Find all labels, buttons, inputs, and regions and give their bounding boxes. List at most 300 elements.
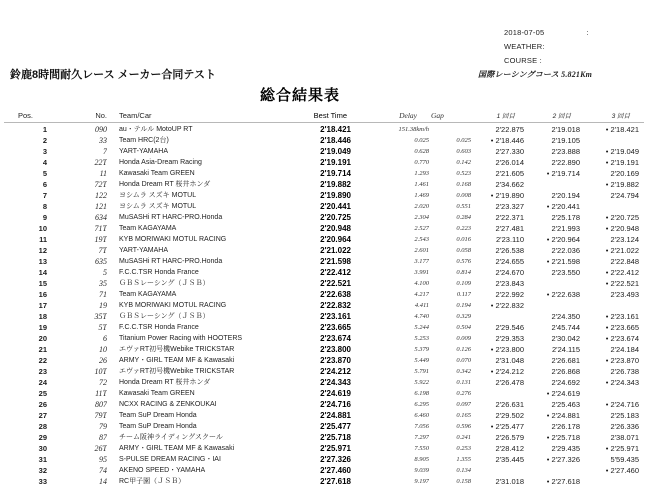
col-header-session1: 1 回目 [496,113,515,120]
session1-time-cell: • 2'24.212 [490,367,524,376]
session2-time-cell [527,300,583,311]
bike-number-cell: 11T [95,389,107,398]
bike-number-cell: 5T [98,323,107,332]
gap-cell: 0.165 [456,412,471,419]
bike-number-cell: 72 [99,378,107,387]
bike-number-cell: 19T [94,235,107,244]
position-cell: 33 [38,477,47,486]
session3-time-cell: • 2'20.725 [605,213,639,222]
position-cell: 14 [38,268,47,277]
session3-time-cell: 2'23.493 [610,290,639,299]
session3-time-cell: • 2'25.971 [605,444,639,453]
table-row [4,201,644,212]
bike-number-cell: 7T [98,246,107,255]
gap-cell: 0.025 [456,137,471,144]
bike-number-cell: 71 [99,290,107,299]
session3-time-cell: 5'59.435 [610,455,639,464]
gap-cell: 0.008 [456,192,471,199]
bike-number-cell: 090 [95,125,107,134]
session1-time-cell: 2'21.605 [495,169,524,178]
results-table-body [4,124,644,486]
team-name-cell: ARMY・GIRL TEAM MF & Kawasaki [119,357,235,364]
session1-time-cell: 2'22.371 [495,213,524,222]
session1-time-cell: 2'26.538 [495,246,524,255]
session1-time-cell [471,311,527,322]
session2-time-cell [527,179,583,190]
bike-number-cell: 635 [95,257,107,266]
team-name-cell: MuSASHi RT HARC-PRO.Honda [119,258,223,265]
report-meta [478,26,646,82]
session2-time-cell: • 2'27.326 [546,455,580,464]
best-time-cell: 2'22.521 [320,279,351,288]
gap-cell: 0.329 [456,313,471,320]
team-name-cell: ＧＢＳレーシング（ＪＳＢ） [119,280,210,287]
delay-cell: 4.740 [414,313,429,320]
date-value: 2018-07-05 [504,28,545,37]
position-cell: 20 [38,334,47,343]
session3-time-cell: • 2'23.665 [605,323,639,332]
best-time-cell: 2'20.964 [320,235,351,244]
col-header-session2: 2 回目 [552,113,571,120]
position-cell: 12 [38,246,47,255]
position-cell: 15 [38,279,47,288]
col-header-delay: Delay [399,111,417,120]
best-time-cell: 2'21.022 [320,246,351,255]
session1-time-cell: 2'26.014 [495,158,524,167]
session1-time-cell: • 2'18.446 [490,136,524,145]
col-header-no: No. [95,111,107,120]
position-cell: 19 [38,323,47,332]
position-cell: 28 [38,422,47,431]
delay-cell: 2.020 [414,203,429,210]
best-time-cell: 2'23.665 [320,323,351,332]
session2-time-cell: • 2'19.714 [546,169,580,178]
position-cell: 16 [38,290,47,299]
gap-cell: 0.241 [456,434,471,441]
session1-time-cell: 2'22.992 [495,290,524,299]
table-row [4,366,644,377]
position-cell: 31 [38,455,47,464]
bike-number-cell: 7 [103,147,107,156]
bike-number-cell: 79T [94,411,107,420]
bike-number-cell: 79 [99,422,107,431]
session3-time-cell: • 2'27.460 [605,466,639,475]
session3-time-cell: • 2'22.521 [605,279,639,288]
table-row [4,245,644,256]
delay-cell: 5.253 [414,335,429,342]
session3-time-cell: • 2'19.049 [605,147,639,156]
best-time-cell: 2'18.446 [320,136,351,145]
session2-time-cell: 2'23.550 [551,268,580,277]
best-time-cell: 2'23.674 [320,334,351,343]
gap-cell: 0.117 [456,291,471,298]
session2-time-cell: 2'25.178 [551,213,580,222]
bike-number-cell: 10T [94,367,107,376]
table-row [4,421,644,432]
session3-time-cell: 2'38.071 [610,433,639,442]
table-row [4,399,644,410]
position-cell: 17 [38,301,47,310]
team-name-cell: チーム阪神ライディングスクール [119,434,223,441]
position-cell: 30 [38,444,47,453]
session1-time-cell: 2'24.655 [495,257,524,266]
delay-cell: 1.293 [414,170,429,177]
gap-cell: 0.603 [456,148,471,155]
position-cell: 18 [38,312,47,321]
session1-time-cell: 2'23.327 [495,202,524,211]
session3-time-cell: 2'22.848 [610,257,639,266]
position-cell: 9 [42,213,47,222]
session1-time-cell: 2'34.662 [495,180,524,189]
bike-number-cell: 71T [94,224,107,233]
delay-cell: 4.100 [414,280,429,287]
table-row [4,168,644,179]
session2-time-cell: 2'21.993 [551,224,580,233]
session2-time-cell: • 2'20.964 [546,235,580,244]
delay-cell: 7.550 [414,445,429,452]
session3-time-cell: • 2'21.022 [605,246,639,255]
session2-time-cell [527,465,583,476]
session3-time-cell: 2'26.336 [610,422,639,431]
session1-time-cell: 2'23.843 [495,279,524,288]
team-name-cell: ヨシムラ スズキ MOTUL [119,203,197,210]
team-name-cell: Honda Asia-Dream Racing [119,159,202,166]
team-name-cell: YART-YAMAHA [119,148,169,155]
table-row [4,146,644,157]
session1-time-cell: • 2'25.477 [490,422,524,431]
session1-time-cell: 2'31.048 [495,356,524,365]
session1-time-cell: • 2'22.832 [490,301,524,310]
session2-time-cell: 2'22.036 [551,246,580,255]
position-cell: 32 [38,466,47,475]
session2-time-cell: 2'20.194 [551,191,580,200]
table-row [4,289,644,300]
bike-number-cell: 807 [95,400,107,409]
col-header-session3: 3 回目 [611,113,630,120]
table-row [4,179,644,190]
best-time-cell: 2'23.870 [320,356,351,365]
gap-cell: 0.142 [456,159,471,166]
delay-cell: 1.461 [414,181,429,188]
table-row [4,388,644,399]
table-row [4,432,644,443]
col-header-team-car: Team/Car [119,111,152,120]
team-name-cell: F.C.C.TSR Honda France [119,269,199,276]
bike-number-cell: 6 [103,334,107,343]
team-name-cell: ＧＢＳレーシング（ＪＳＢ） [119,313,210,320]
gap-cell: 0.814 [456,269,471,276]
session3-time-cell [583,476,642,486]
table-row [4,410,644,421]
position-cell: 29 [38,433,47,442]
table-row [4,300,644,311]
position-cell: 8 [42,202,47,211]
best-time-cell: 2'21.598 [320,257,351,266]
best-time-cell: 2'19.049 [320,147,351,156]
bike-number-cell: 121 [95,202,107,211]
gap-cell: 0.342 [456,368,471,375]
team-name-cell: Honda Dream RT 桜井ホンダ [119,181,211,188]
session3-time-cell [583,135,642,146]
session3-time-cell: • 2'24.716 [605,400,639,409]
delay-cell: 9.197 [414,478,429,485]
course-line [478,54,646,68]
col-header-best-time: Best Time [313,111,347,120]
table-row [4,465,644,476]
session3-time-cell: • 2'22.412 [605,268,639,277]
bike-number-cell: 72T [94,180,107,189]
position-cell: 25 [38,389,47,398]
best-time-cell: 2'24.716 [320,400,351,409]
position-cell: 7 [42,191,47,200]
gap-cell: 0.016 [456,236,471,243]
table-row [4,267,644,278]
gap-cell: 0.126 [456,346,471,353]
table-row [4,278,644,289]
session1-time-cell: 2'24.670 [495,268,524,277]
session2-time-cell: 2'24.692 [551,378,580,387]
table-row [4,333,644,344]
team-name-cell: Honda Dream RT 桜井ホンダ [119,379,211,386]
delay-cell: 6.198 [414,390,429,397]
bike-number-cell: 14 [99,477,107,486]
position-cell: 23 [38,367,47,376]
bike-number-cell: 26 [99,356,107,365]
best-time-cell: 2'24.619 [320,389,351,398]
table-row [4,443,644,454]
gap-cell: 1.355 [456,456,471,463]
team-name-cell: F.C.C.TSR Honda France [119,324,199,331]
session1-time-cell: 2'31.018 [495,477,524,486]
best-time-cell: 2'25.718 [320,433,351,442]
team-name-cell: ARMY・GIRL TEAM MF & Kawasaki [119,445,235,452]
delay-cell: 2.543 [414,236,429,243]
team-name-cell: Team SuP Dream Honda [119,412,197,419]
best-time-cell: 2'20.441 [320,202,351,211]
team-name-cell: YART-YAMAHA [119,247,169,254]
best-time-cell: 2'19.191 [320,158,351,167]
session2-time-cell [527,278,583,289]
gap-cell: 0.097 [456,401,471,408]
session1-time-cell [471,388,527,399]
gap-cell: 0.009 [456,335,471,342]
course-name: 国際レーシングコース 5.821Km [478,70,593,79]
delay-cell: 7.056 [414,423,429,430]
session1-time-cell: 2'27.481 [495,224,524,233]
session3-time-cell: 2'24.794 [610,191,639,200]
best-time-cell: 2'25.477 [320,422,351,431]
gap-cell: 0.194 [456,302,471,309]
session2-time-cell: • 2'25.718 [546,433,580,442]
gap-cell: 0.168 [456,181,471,188]
team-name-cell: エヴァRT初号機Webike TRICKSTAR [119,368,235,375]
session3-time-cell [583,300,642,311]
table-row [4,256,644,267]
position-cell: 1 [42,125,47,134]
team-name-cell: AKENO SPEED・YAMAHA [119,467,206,474]
team-name-cell: Titanium Power Racing with HOOTERS [119,335,243,342]
delay-cell: 9.039 [414,467,429,474]
delay-cell: 5.379 [414,346,429,353]
table-row [4,212,644,223]
delay-cell: 2.304 [414,214,429,221]
position-cell: 26 [38,400,47,409]
table-row [4,454,644,465]
gap-cell: 0.504 [456,324,471,331]
session2-time-cell: 2'24.115 [552,345,580,354]
gap-cell: 0.284 [456,214,471,221]
team-name-cell: Team SuP Dream Honda [119,423,197,430]
team-name-cell: エヴァRT初号機Webike TRICKSTAR [119,346,235,353]
table-row [4,234,644,245]
bike-number-cell: 22T [94,158,107,167]
session2-time-cell: • 2'24.619 [546,389,580,398]
session3-time-cell: 2'20.169 [610,169,639,178]
table-row [4,190,644,201]
position-cell: 27 [38,411,47,420]
delay-cell: 5.244 [414,324,429,331]
best-time-cell: 2'19.882 [320,180,351,189]
gap-cell: 0.551 [456,203,471,210]
delay-cell: 8.905 [414,456,429,463]
team-name-cell: RC甲子園（ＪＳＢ） [119,478,186,485]
session2-time-cell: 2'26.178 [551,422,580,431]
gap-cell: 0.576 [456,258,471,265]
session1-time-cell: 2'26.478 [495,378,524,387]
team-name-cell: Kawasaki Team GREEN [119,390,195,397]
bike-number-cell: 634 [95,213,107,222]
team-name-cell: Team KAGAYAMA [119,291,177,298]
session2-time-cell: • 2'21.598 [546,257,580,266]
session2-time-cell: 2'24.350 [551,312,580,321]
session1-time-cell: 2'35.445 [495,455,524,464]
table-row [4,476,644,486]
table-row [4,135,644,146]
team-name-cell: MuSASHi RT HARC-PRO.Honda [119,214,223,221]
best-time-cell: 2'23.800 [320,345,351,354]
gap-cell: 0.276 [456,390,471,397]
table-row [4,355,644,366]
bike-number-cell: 35 [99,279,107,288]
table-row [4,322,644,333]
team-name-cell: KYB MORIWAKI MOTUL RACING [119,236,227,243]
session3-time-cell: • 2'20.948 [605,224,639,233]
best-time-cell: 2'20.725 [320,213,351,222]
best-time-cell: 2'19.714 [320,169,351,178]
gap-cell: 0.058 [456,247,471,254]
table-row [4,157,644,168]
session3-time-cell: 2'24.184 [610,345,639,354]
gap-cell: 0.131 [456,379,471,386]
session3-time-cell: • 2'23.161 [605,312,639,321]
delay-cell: 2.601 [414,247,429,254]
best-time-cell: 2'22.832 [320,301,351,310]
team-name-cell: Team HRC(2台) [119,137,169,144]
best-time-cell: 2'19.890 [320,191,351,200]
best-time-cell: 2'27.618 [320,477,351,486]
time-colon: : [586,28,589,37]
bike-number-cell: 35T [94,312,107,321]
best-time-cell: 2'24.343 [320,378,351,387]
session2-time-cell: • 2'27.618 [546,477,580,486]
best-time-cell: 2'24.881 [320,411,351,420]
delay-cell: 0.628 [414,148,429,155]
page-title: 総合結果表 [259,87,340,104]
session1-time-cell: 2'23.110 [496,235,524,244]
gap-cell: 0.134 [456,467,471,474]
session3-time-cell: • 2'23.674 [605,334,639,343]
session3-time-cell: • 2'24.343 [605,378,639,387]
bike-number-cell: 19 [99,301,107,310]
col-header-pos: Pos. [17,111,33,120]
team-name-cell: ヨシムラ スズキ MOTUL [119,192,197,199]
session1-time-cell: • 2'19.890 [490,191,524,200]
session2-time-cell: 2'26.868 [551,367,580,376]
date-line [478,26,646,40]
delay-cell: 6.295 [414,401,429,408]
table-row [4,377,644,388]
delay-cell: 3.991 [414,269,429,276]
bike-number-cell: 33 [99,136,107,145]
session2-time-cell: • 2'20.441 [546,202,580,211]
delay-cell: 3.177 [414,258,429,265]
best-time-cell: 2'27.326 [320,455,351,464]
position-cell: 10 [38,224,47,233]
delay-cell: 151.38km/h [398,126,429,133]
position-cell: 21 [38,345,47,354]
session1-time-cell: 2'29.546 [495,323,524,332]
table-row [4,344,644,355]
weather-label: WEATHER: [504,42,545,51]
table-row [4,223,644,234]
session2-time-cell: 2'23.888 [551,147,580,156]
session1-time-cell: 2'29.353 [495,334,524,343]
delay-cell: 4.217 [414,291,429,298]
session2-time-cell: 2'22.890 [551,158,580,167]
best-time-cell: 2'24.212 [320,367,351,376]
delay-cell: 1.469 [414,192,429,199]
session1-time-cell [471,465,527,476]
bike-number-cell: 11 [99,169,107,178]
session2-time-cell: 2'30.042 [551,334,580,343]
team-name-cell: KYB MORIWAKI MOTUL RACING [119,302,227,309]
team-name-cell: S-PULSE DREAM RACING・IAI [119,456,221,463]
session3-time-cell: 2'26.738 [610,367,639,376]
gap-cell: 0.109 [456,280,471,287]
weather-line [478,40,646,54]
gap-cell: 0.158 [456,478,471,485]
table-row [4,124,644,135]
best-time-cell: 2'27.460 [320,466,351,475]
session3-time-cell: 2'23.124 [610,235,639,244]
course-label: COURSE : [504,56,542,65]
session2-time-cell: 2'19.105 [551,136,580,145]
session3-time-cell: • 2'18.421 [605,125,639,134]
position-cell: 2 [42,136,47,145]
session2-time-cell: 2'19.018 [551,125,580,134]
session3-time-cell [583,201,642,212]
team-name-cell: au・テルル MotoUP RT [119,126,193,133]
delay-cell: 2.527 [414,225,429,232]
position-cell: 6 [42,180,47,189]
session1-time-cell: 2'22.875 [495,125,524,134]
best-time-cell: 2'22.638 [320,290,351,299]
session3-time-cell [583,388,642,399]
team-name-cell: Team KAGAYAMA [119,225,177,232]
session3-time-cell: 2'25.183 [610,411,639,420]
position-cell: 13 [38,257,47,266]
position-cell: 11 [39,235,47,244]
